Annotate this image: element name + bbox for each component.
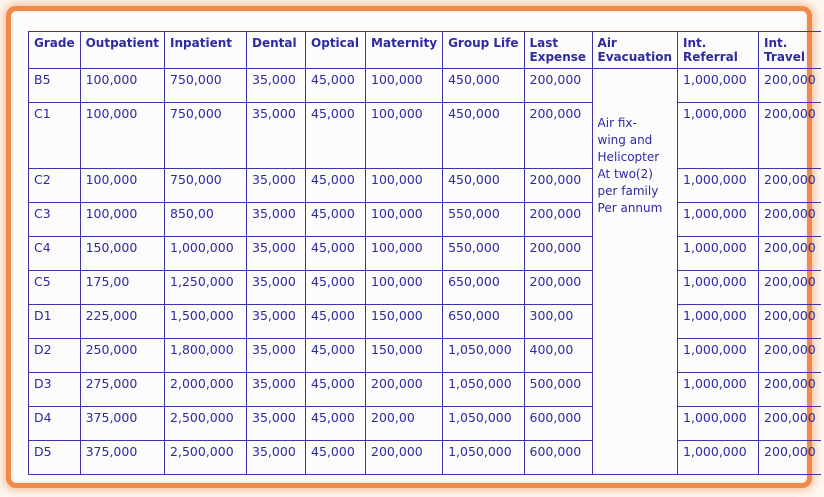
header-label: Travel: [764, 50, 806, 64]
table-row: [29, 69, 821, 103]
header-label: Expense: [529, 50, 587, 64]
header-label: Maternity: [371, 36, 438, 50]
header-last-expense: [524, 32, 592, 69]
cell-maternity: 100,000: [366, 271, 443, 305]
header-int-travel: [759, 32, 821, 69]
cell-dental: 35,000: [247, 339, 306, 373]
cell-int-travel: 200,000: [759, 407, 821, 441]
table-row: [29, 237, 821, 271]
table-row: [29, 271, 821, 305]
cell-group-life: 450,000: [443, 169, 524, 203]
header-label: Last: [529, 36, 559, 50]
cell-int-travel: 200,000: [759, 69, 821, 103]
cell-int-travel: 200,000: [759, 305, 821, 339]
table-row: [29, 203, 821, 237]
cell-last-expense: 200,000: [524, 203, 592, 237]
cell-outpatient: 175,00: [80, 271, 164, 305]
cell-dental: 35,000: [247, 407, 306, 441]
cell-inpatient: 2,000,000: [165, 373, 247, 407]
cell-inpatient: 1,500,000: [165, 305, 247, 339]
cell-group-life: 550,000: [443, 203, 524, 237]
header-label: Outpatient: [85, 36, 160, 50]
cell-last-expense: 600,000: [524, 441, 592, 475]
cell-maternity: 200,00: [366, 407, 443, 441]
cell-group-life: 450,000: [443, 103, 524, 169]
cell-inpatient: 750,000: [165, 103, 247, 169]
cell-inpatient: 750,000: [165, 69, 247, 103]
cell-optical: 45,000: [306, 271, 366, 305]
cell-int-referral: 1,000,000: [678, 339, 759, 373]
cell-int-travel: 200,000: [759, 271, 821, 305]
header-int-referral: [678, 32, 759, 69]
cell-optical: 45,000: [306, 69, 366, 103]
cell-int-referral: 1,000,000: [678, 305, 759, 339]
cell-grade: D3: [29, 373, 81, 407]
cell-inpatient: 2,500,000: [165, 441, 247, 475]
cell-inpatient: 850,00: [165, 203, 247, 237]
cell-group-life: 1,050,000: [443, 373, 524, 407]
cell-last-expense: 400,00: [524, 339, 592, 373]
cell-group-life: 450,000: [443, 69, 524, 103]
table-row: [29, 103, 821, 169]
benefits-table: [28, 31, 821, 475]
header-grade: [29, 32, 81, 69]
air-evacuation-note-line: Air fix-: [597, 116, 637, 130]
cell-int-travel: 200,000: [759, 441, 821, 475]
air-evacuation-note-line: per family: [597, 184, 659, 198]
cell-maternity: 150,000: [366, 339, 443, 373]
header-label: Int.: [683, 36, 707, 50]
header-row: [29, 32, 821, 69]
cell-optical: 45,000: [306, 441, 366, 475]
cell-dental: 35,000: [247, 203, 306, 237]
header-maternity: [366, 32, 443, 69]
cell-inpatient: 1,250,000: [165, 271, 247, 305]
header-label: Evacuation: [597, 50, 673, 64]
table-row: [29, 339, 821, 373]
header-label: Grade: [34, 36, 75, 50]
header-inpatient: [165, 32, 247, 69]
cell-last-expense: 200,000: [524, 237, 592, 271]
cell-inpatient: 1,000,000: [165, 237, 247, 271]
cell-optical: 45,000: [306, 103, 366, 169]
table-row: [29, 305, 821, 339]
cell-outpatient: 225,000: [80, 305, 164, 339]
cell-optical: 45,000: [306, 339, 366, 373]
cell-outpatient: 375,000: [80, 441, 164, 475]
cell-grade: D2: [29, 339, 81, 373]
air-evacuation-note-line: wing and: [597, 133, 653, 147]
cell-inpatient: 2,500,000: [165, 407, 247, 441]
cell-maternity: 200,000: [366, 373, 443, 407]
header-label: Air: [597, 36, 617, 50]
cell-maternity: 100,000: [366, 203, 443, 237]
header-label: Referral: [683, 50, 738, 64]
header-air-evacuation: [592, 32, 678, 69]
cell-int-travel: 200,000: [759, 203, 821, 237]
air-evacuation-cell: [592, 69, 678, 475]
cell-grade: D5: [29, 441, 81, 475]
cell-outpatient: 100,000: [80, 169, 164, 203]
cell-group-life: 1,050,000: [443, 441, 524, 475]
cell-last-expense: 200,000: [524, 69, 592, 103]
cell-group-life: 1,050,000: [443, 339, 524, 373]
cell-last-expense: 500,000: [524, 373, 592, 407]
header-label: Dental: [252, 36, 297, 50]
cell-dental: 35,000: [247, 69, 306, 103]
cell-dental: 35,000: [247, 103, 306, 169]
cell-inpatient: 750,000: [165, 169, 247, 203]
cell-int-referral: 1,000,000: [678, 169, 759, 203]
cell-optical: 45,000: [306, 407, 366, 441]
header-dental: [247, 32, 306, 69]
cell-maternity: 100,000: [366, 103, 443, 169]
header-optical: [306, 32, 366, 69]
cell-int-referral: 1,000,000: [678, 271, 759, 305]
cell-int-referral: 1,000,000: [678, 203, 759, 237]
cell-outpatient: 250,000: [80, 339, 164, 373]
cell-group-life: 650,000: [443, 305, 524, 339]
header-group-life: [443, 32, 524, 69]
cell-grade: C3: [29, 203, 81, 237]
cell-dental: 35,000: [247, 237, 306, 271]
cell-int-referral: 1,000,000: [678, 69, 759, 103]
cell-int-travel: 200,000: [759, 339, 821, 373]
cell-optical: 45,000: [306, 237, 366, 271]
cell-dental: 35,000: [247, 373, 306, 407]
cell-outpatient: 150,000: [80, 237, 164, 271]
cell-last-expense: 200,000: [524, 103, 592, 169]
header-label: Group Life: [448, 36, 519, 50]
cell-maternity: 150,000: [366, 305, 443, 339]
air-evacuation-note-line: Helicopter: [597, 150, 660, 164]
cell-outpatient: 100,000: [80, 69, 164, 103]
cell-maternity: 100,000: [366, 169, 443, 203]
cell-int-travel: 200,000: [759, 373, 821, 407]
table-row: [29, 407, 821, 441]
cell-optical: 45,000: [306, 203, 366, 237]
cell-outpatient: 275,000: [80, 373, 164, 407]
cell-grade: D4: [29, 407, 81, 441]
cell-inpatient: 1,800,000: [165, 339, 247, 373]
cell-grade: D1: [29, 305, 81, 339]
cell-dental: 35,000: [247, 271, 306, 305]
header-label: Inpatient: [170, 36, 232, 50]
cell-optical: 45,000: [306, 373, 366, 407]
air-evacuation-note-line: At two(2): [597, 167, 653, 181]
cell-outpatient: 100,000: [80, 203, 164, 237]
cell-int-referral: 1,000,000: [678, 441, 759, 475]
header-label: Int.: [764, 36, 788, 50]
cell-last-expense: 600,000: [524, 407, 592, 441]
cell-int-travel: 200,000: [759, 103, 821, 169]
cell-maternity: 100,000: [366, 237, 443, 271]
air-evacuation-note-line: Per annum: [597, 201, 663, 215]
header-outpatient: [80, 32, 164, 69]
cell-grade: C4: [29, 237, 81, 271]
cell-maternity: 100,000: [366, 69, 443, 103]
cell-dental: 35,000: [247, 169, 306, 203]
cell-int-referral: 1,000,000: [678, 237, 759, 271]
cell-group-life: 1,050,000: [443, 407, 524, 441]
cell-grade: B5: [29, 69, 81, 103]
cell-int-referral: 1,000,000: [678, 103, 759, 169]
cell-grade: C2: [29, 169, 81, 203]
cell-last-expense: 200,000: [524, 271, 592, 305]
cell-dental: 35,000: [247, 441, 306, 475]
cell-group-life: 550,000: [443, 237, 524, 271]
cell-last-expense: 300,00: [524, 305, 592, 339]
cell-int-referral: 1,000,000: [678, 407, 759, 441]
cell-grade: C5: [29, 271, 81, 305]
cell-outpatient: 375,000: [80, 407, 164, 441]
table-row: [29, 441, 821, 475]
cell-optical: 45,000: [306, 169, 366, 203]
cell-int-travel: 200,000: [759, 237, 821, 271]
header-label: Optical: [311, 36, 359, 50]
cell-optical: 45,000: [306, 305, 366, 339]
table-row: [29, 169, 821, 203]
cell-outpatient: 100,000: [80, 103, 164, 169]
cell-dental: 35,000: [247, 305, 306, 339]
cell-int-travel: 200,000: [759, 169, 821, 203]
cell-grade: C1: [29, 103, 81, 169]
table-row: [29, 373, 821, 407]
cell-int-referral: 1,000,000: [678, 373, 759, 407]
cell-maternity: 200,000: [366, 441, 443, 475]
cell-group-life: 650,000: [443, 271, 524, 305]
cell-last-expense: 200,000: [524, 169, 592, 203]
